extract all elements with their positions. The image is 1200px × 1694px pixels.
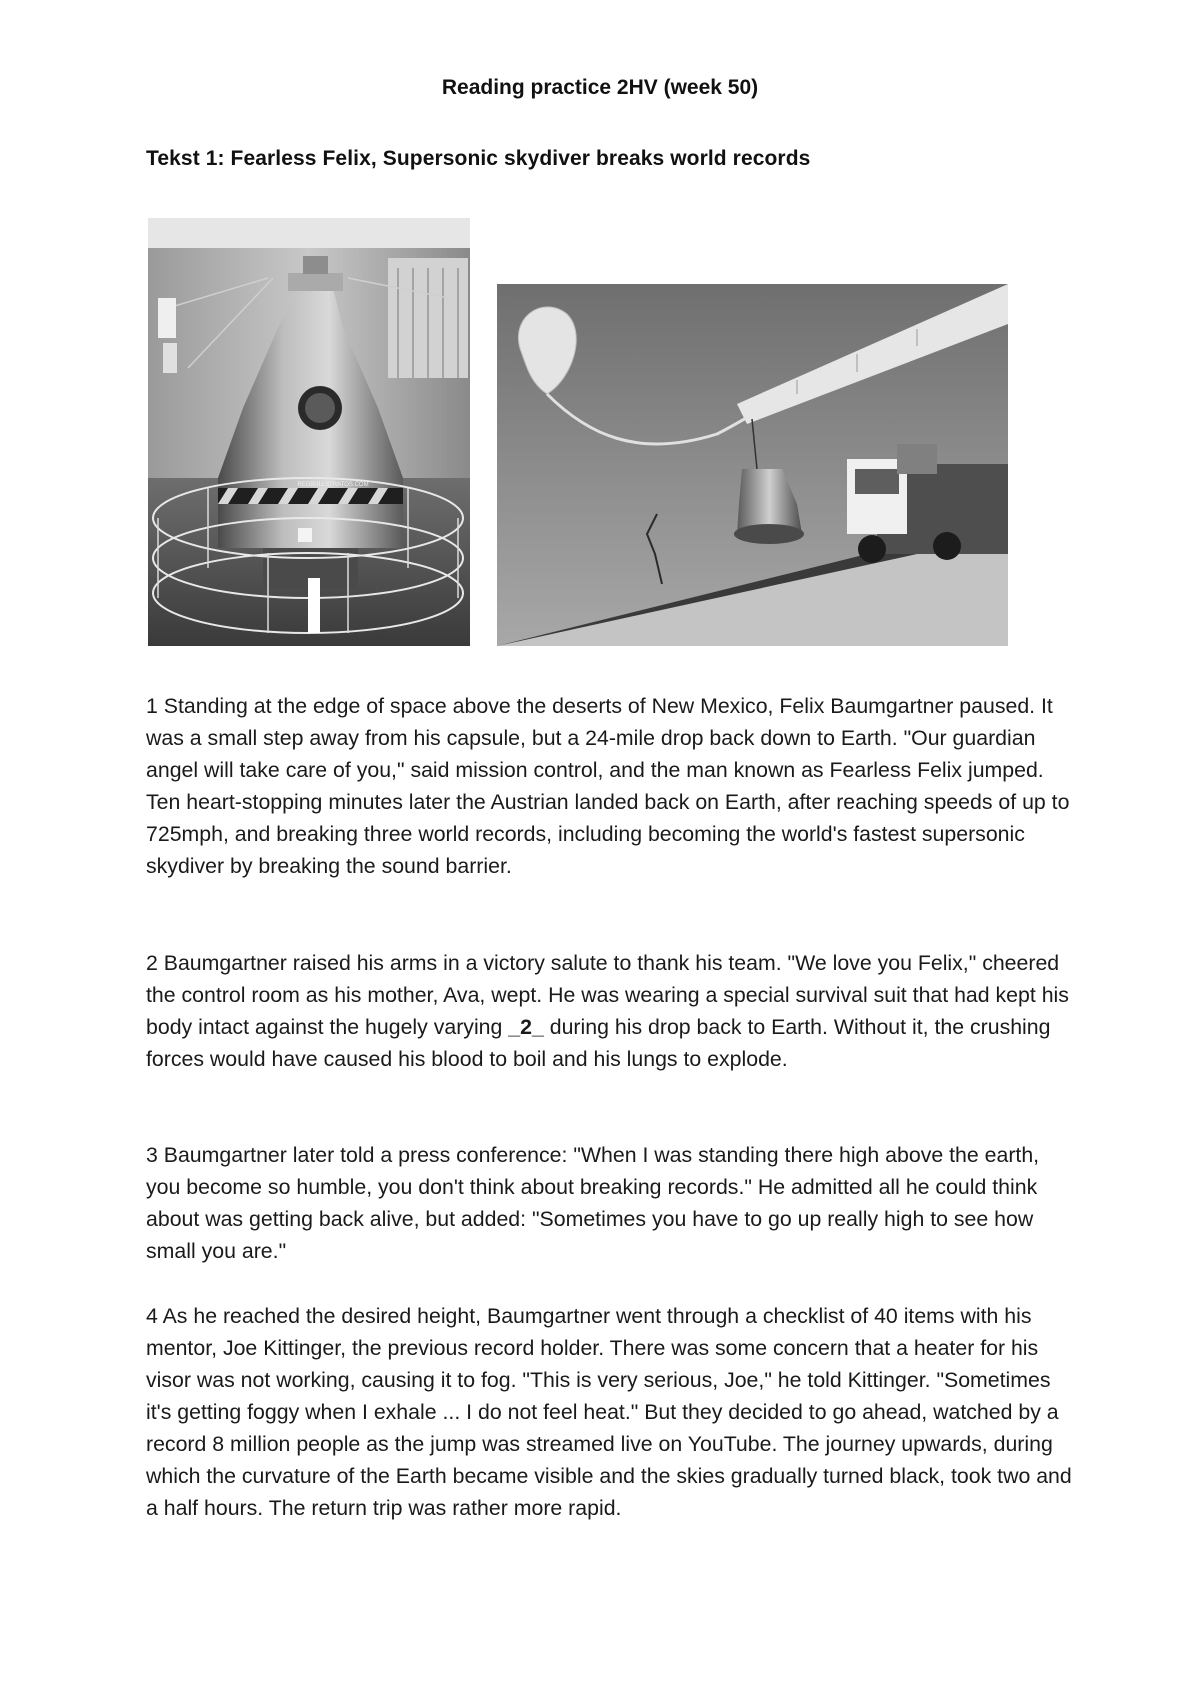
capsule-photo (148, 218, 470, 646)
capsule-illustration (148, 218, 470, 646)
text-heading: Tekst 1: Fearless Felix, Supersonic skydiver breaks world records (146, 147, 811, 170)
crane-photo (497, 284, 1008, 646)
document-title: Reading practice 2HV (week 50) (441, 76, 759, 99)
crane-illustration (497, 284, 1008, 646)
paragraph-2-start: 2 Baumgartner raised his arms in a victory salute to thank his team. "We love you Felix," cheered the control room as his mother, Ava, wept. He was wearing a special survival suit that had kept his body intact against the hugely varying (146, 951, 1069, 1039)
paragraph-2 (146, 947, 1076, 1075)
paragraph-4: 4 As he reached the desired height, Baumgartner went through a checklist of 40 items with his mentor, Joe Kittinger, the previous record holder. There was some concern that a heater for his visor was not working, causing it to fog. "This is very serious, Joe," he told Kittinger. "Sometimes it's getting foggy when I exhale ... I do not feel heat." But they decided to go ahead, watched by a record 8 million people as the jump was streamed live on YouTube. The journey upwards, during which the curvature of the Earth became visible and the skies gradually turned black, took two and a half hours. The return trip was rather more rapid. (146, 1304, 1072, 1520)
paragraph-1: 1 Standing at the edge of space above the deserts of New Mexico, Felix Baumgartner paused. It was a small step away from his capsule, but a 24-mile drop back down to Earth. "Our guardian angel will take care of you," said mission control, and the man known as Fearless Felix jumped. Ten heart-stopping minutes later the Austrian landed back on Earth, after reaching speeds of up to 725mph, and breaking three world records, including becoming the world's fastest supersonic skydiver by breaking the sound barrier. (146, 694, 1070, 878)
paragraph-2-end: during his drop back to Earth. Without it, the crushing forces would have caused his blood to boil and his lungs to explode. (146, 1015, 1051, 1071)
paragraph-3: 3 Baumgartner later told a press conference: "When I was standing there high above the earth, you become so humble, you don't think about breaking records." He admitted all he could think about was getting back alive, but added: "Sometimes you have to go up really high to see how small you are." (146, 1143, 1040, 1263)
gap-marker: _2_ (508, 1015, 544, 1039)
capsule-sign-text: REDBULLSTRATOS.COM (297, 482, 369, 488)
